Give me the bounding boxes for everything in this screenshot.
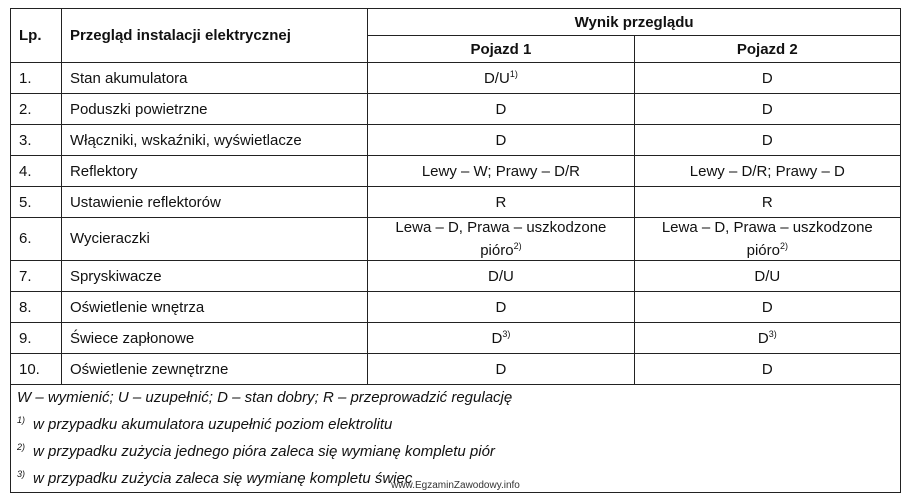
cell-text: Lewa – D, Prawa – uszkodzone pióro <box>661 218 873 259</box>
cell-lp <box>11 94 62 125</box>
cell-v1 <box>368 125 634 156</box>
cell-text: D <box>495 131 507 149</box>
cell-name <box>61 63 367 94</box>
cell-lp <box>11 354 62 385</box>
cell-lp <box>11 63 62 94</box>
cell-text: 8. <box>19 298 32 316</box>
cell-text: D/U <box>754 267 781 285</box>
footnote-mark: 3) <box>17 469 26 479</box>
cell-name <box>61 292 367 323</box>
table-row <box>11 323 901 354</box>
cell-name <box>61 354 367 385</box>
cell-text: D/U <box>483 70 510 87</box>
watermark: www.EgzaminZawodowy.info <box>391 480 520 491</box>
footnote-mark: 1) <box>17 415 26 425</box>
table-row <box>11 354 901 385</box>
cell-text: D <box>495 298 507 316</box>
footnote-ref: 2) <box>779 240 788 251</box>
cell-lp <box>11 292 62 323</box>
cell-text: Lewy – W; Prawy – D/R <box>421 162 580 180</box>
footnote-ref: 3) <box>768 329 777 339</box>
header-name: Przegląd instalacji elektrycznej <box>61 9 367 63</box>
cell-v1 <box>368 323 634 354</box>
cell-text: 5. <box>19 193 32 211</box>
table-row <box>11 156 901 187</box>
table-row <box>11 187 901 218</box>
cell-v2 <box>634 323 900 354</box>
cell-v1 <box>368 292 634 323</box>
cell-text: 2. <box>19 100 32 118</box>
cell-text: Oświetlenie zewnętrzne <box>69 360 229 378</box>
cell-text: Włączniki, wskaźniki, wyświetlacze <box>69 131 302 149</box>
footer-legend <box>11 385 901 493</box>
table-row <box>11 125 901 156</box>
cell-text: 10. <box>19 360 40 378</box>
cell-v2 <box>634 94 900 125</box>
cell-text: D <box>491 330 503 347</box>
footnote-text: w przypadku zużycia zaleca się wymianę kompletu świec <box>33 470 413 487</box>
cell-lp <box>11 218 62 261</box>
cell-text: D <box>761 69 773 87</box>
cell-text: 7. <box>19 267 32 285</box>
cell-name <box>61 261 367 292</box>
cell-lp <box>11 156 62 187</box>
cell-v2 <box>634 63 900 94</box>
cell-text: Wycieraczki <box>69 230 150 247</box>
cell-text: 4. <box>19 162 32 180</box>
cell-text: Lewy – D/R; Prawy – D <box>689 162 845 180</box>
cell-text: D <box>761 298 773 316</box>
cell-text: D <box>761 131 773 149</box>
footnote-ref: 1) <box>509 69 518 79</box>
footnote <box>17 409 894 436</box>
cell-v1 <box>368 261 634 292</box>
cell-text: 9. <box>19 329 32 347</box>
cell-v1 <box>368 187 634 218</box>
cell-v1 <box>368 63 634 94</box>
cell-text: 6. <box>19 230 32 247</box>
cell-text: 1. <box>19 69 32 87</box>
footnote-mark: 2) <box>17 442 26 452</box>
footnote-text: w przypadku zużycia jednego pióra zaleca się wymianę kompletu piór <box>33 443 495 460</box>
cell-text: Ustawienie reflektorów <box>69 193 221 211</box>
cell-text: D <box>757 330 769 347</box>
cell-text: Poduszki powietrzne <box>69 100 208 118</box>
cell-name <box>61 94 367 125</box>
cell-name <box>61 125 367 156</box>
cell-lp <box>11 187 62 218</box>
cell-text: 3. <box>19 131 32 149</box>
table-row <box>11 63 901 94</box>
cell-name <box>61 156 367 187</box>
cell-lp <box>11 261 62 292</box>
header-lp: Lp. <box>11 9 62 63</box>
cell-v2 <box>634 354 900 385</box>
footnote-text: w przypadku akumulatora uzupełnić poziom elektrolitu <box>33 416 393 433</box>
cell-text: R <box>761 193 773 211</box>
cell-v1 <box>368 156 634 187</box>
cell-text: D <box>495 100 507 118</box>
cell-text: D <box>495 360 507 378</box>
cell-text: Reflektory <box>69 162 138 180</box>
cell-lp <box>11 125 62 156</box>
cell-v2 <box>634 292 900 323</box>
table-row <box>11 261 901 292</box>
cell-v2 <box>634 187 900 218</box>
cell-text: D <box>761 360 773 378</box>
cell-text: Świece zapłonowe <box>69 329 195 347</box>
cell-v1 <box>368 218 634 261</box>
cell-text: D <box>761 100 773 118</box>
inspection-table <box>10 8 901 493</box>
header-vehicle-2: Pojazd 2 <box>634 36 900 63</box>
header-vehicle-1: Pojazd 1 <box>368 36 634 63</box>
cell-v2 <box>634 125 900 156</box>
cell-v2 <box>634 156 900 187</box>
cell-text: Stan akumulatora <box>69 69 188 87</box>
cell-name <box>61 323 367 354</box>
table-row <box>11 292 901 323</box>
cell-text: Oświetlenie wnętrza <box>69 298 205 316</box>
cell-lp <box>11 323 62 354</box>
table-row <box>11 218 901 261</box>
footnote <box>17 436 894 463</box>
footnote-ref: 3) <box>502 329 511 339</box>
cell-name <box>61 187 367 218</box>
header-result: Wynik przeglądu <box>368 9 901 36</box>
cell-text: R <box>495 193 507 211</box>
table-row <box>11 94 901 125</box>
cell-text: D/U <box>487 267 514 285</box>
legend-text: W – wymienić; U – uzupełnić; D – stan dobry; R – przeprowadzić regulację <box>17 389 513 406</box>
cell-name <box>61 218 367 261</box>
cell-v1 <box>368 354 634 385</box>
cell-text: Spryskiwacze <box>69 267 162 285</box>
cell-v2 <box>634 218 900 261</box>
cell-v2 <box>634 261 900 292</box>
footnote-ref: 2) <box>513 240 522 251</box>
cell-v1 <box>368 94 634 125</box>
cell-text: Lewa – D, Prawa – uszkodzone pióro <box>395 218 607 259</box>
